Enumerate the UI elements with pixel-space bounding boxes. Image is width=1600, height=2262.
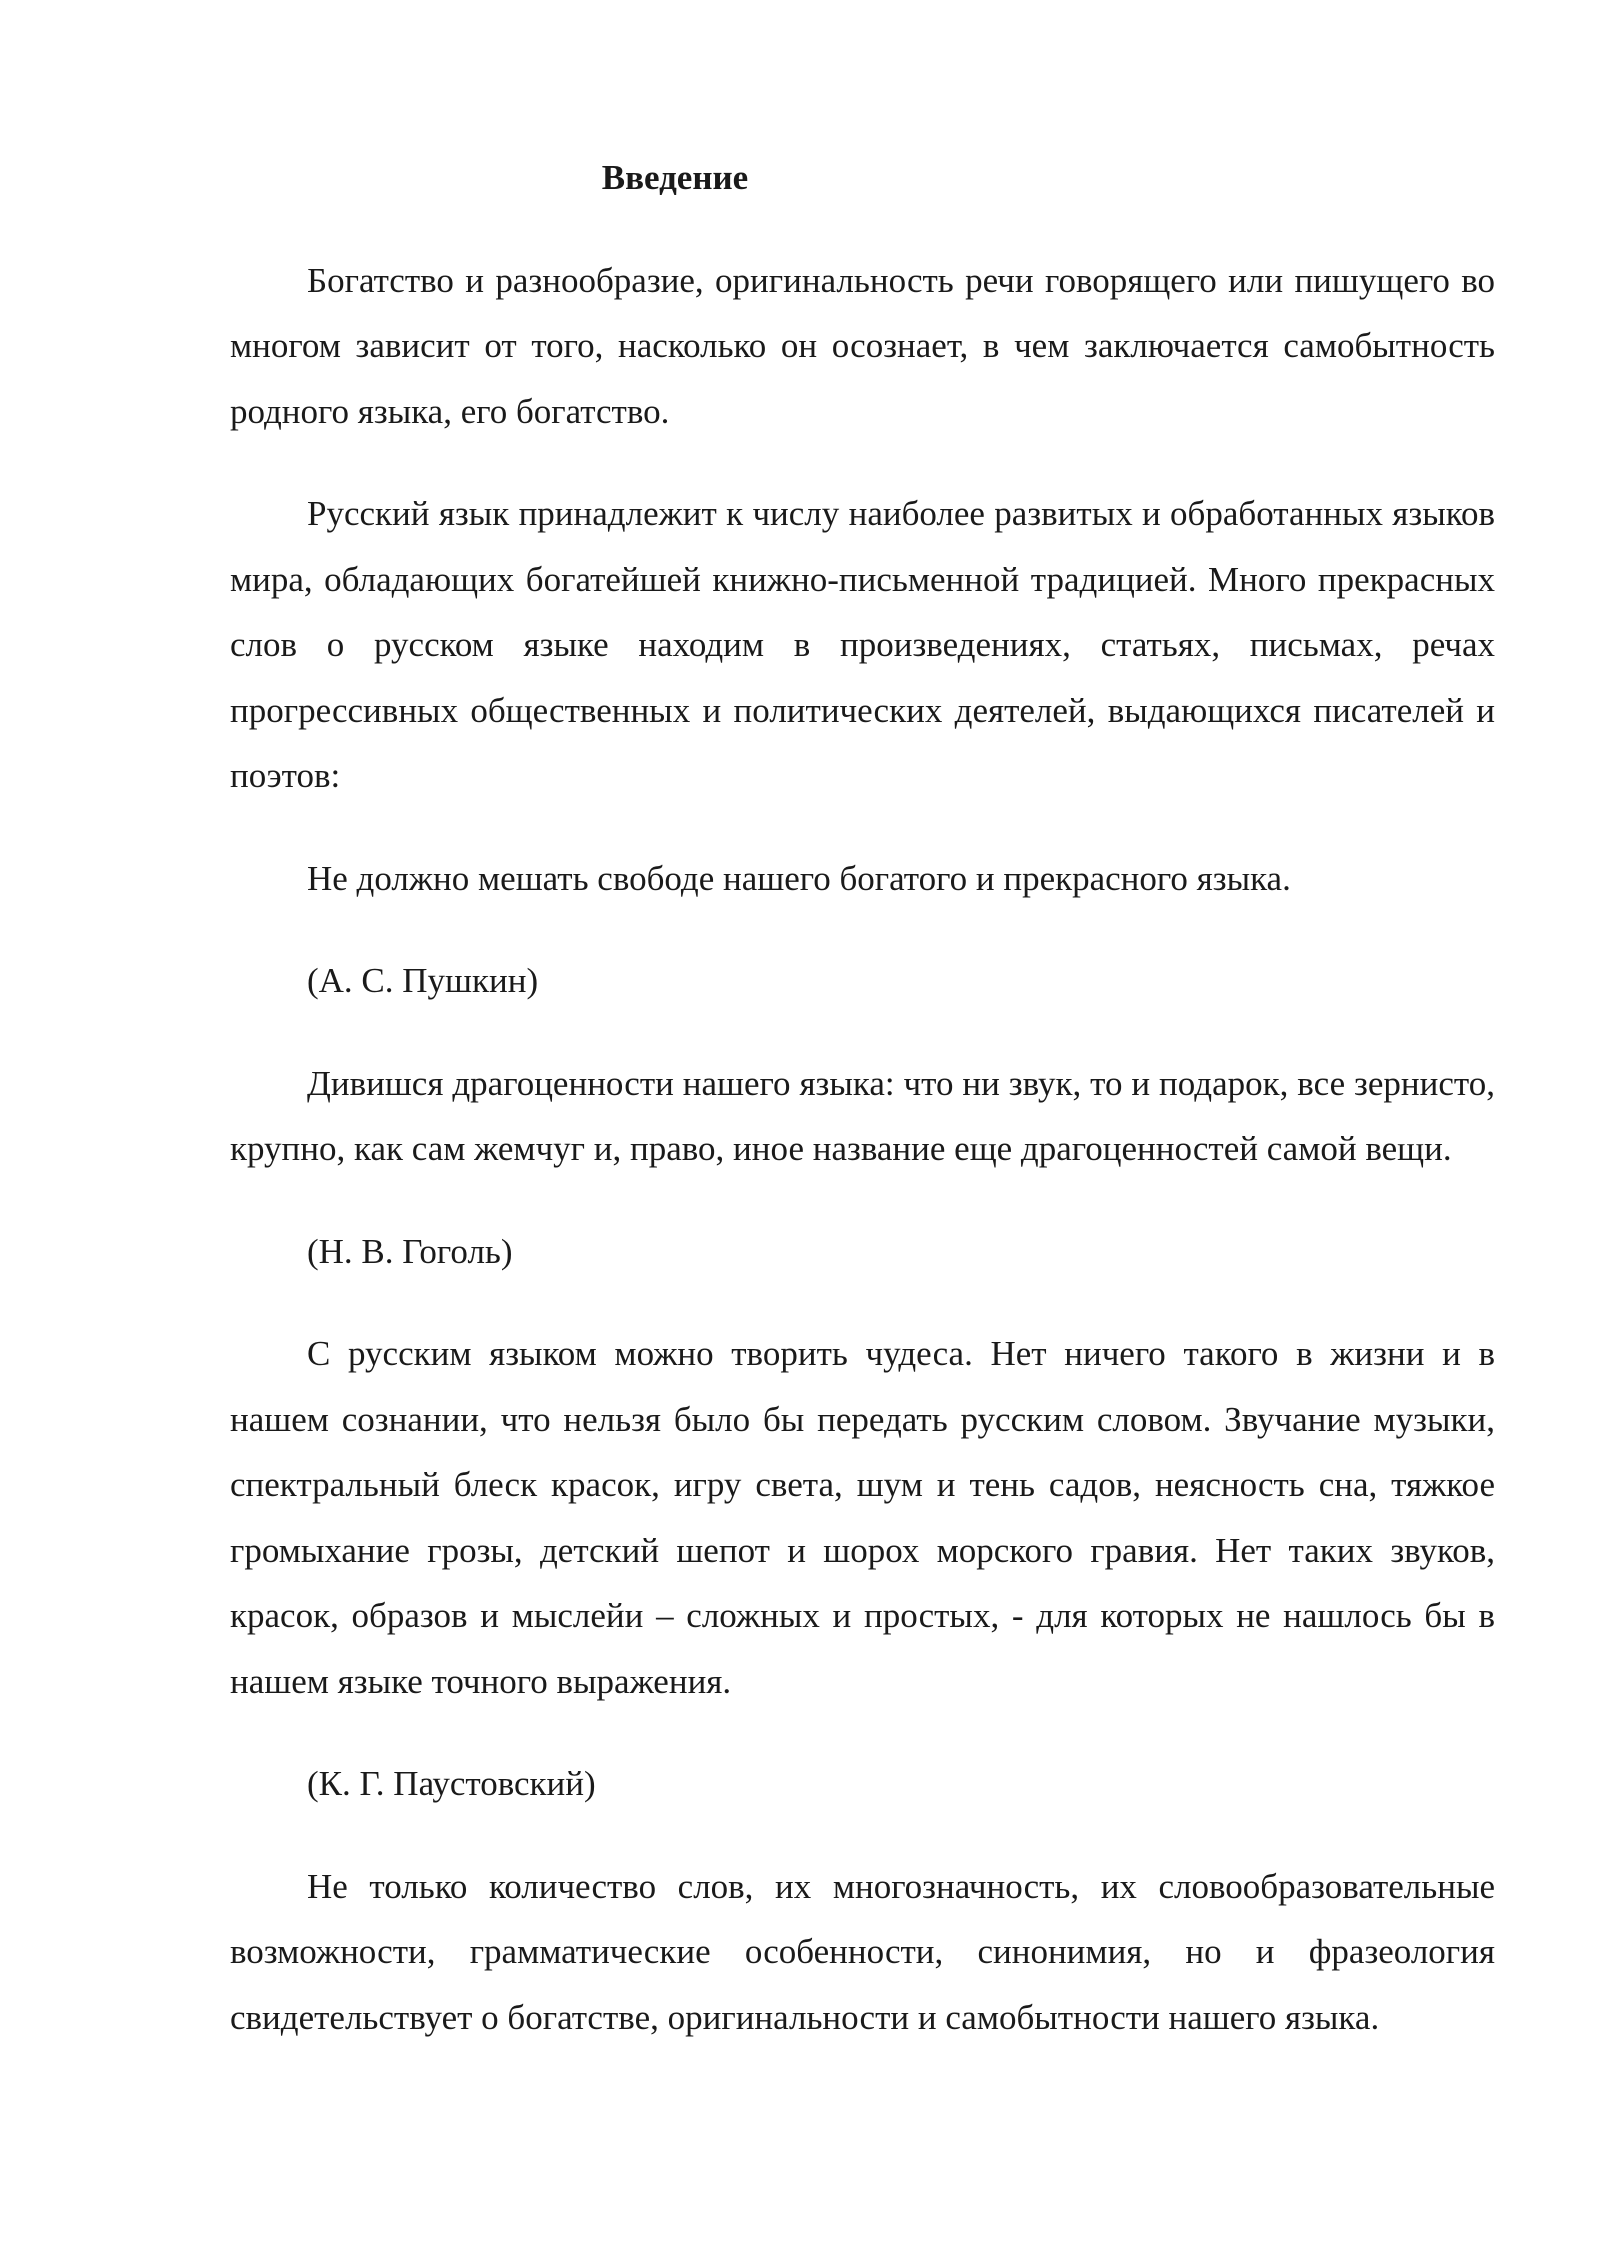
- paragraph-intro: Богатство и разнообразие, оригинальность речи говорящего или пишущего во многом зависит от того, насколько он осознает, в чем заключается самобытность родного языка, его богатство.: [230, 260, 1495, 431]
- paragraph-russian-language: Русский язык принадлежит к числу наиболее развитых и обработанных языков мира, обладающих богатейшей книжно-письменной традицией. Много прекрасных слов о русском языке находим в произведениях, статьях, письмах, речах прогрессивных общественных и политических деятелей, выдающихся писателей и поэтов:: [230, 494, 1495, 795]
- quote-pushkin: Не должно мешать свободе нашего богатого и прекрасного языка.: [307, 858, 1291, 898]
- paragraph-conclusion: Не только количество слов, их многозначность, их словообразовательные возможности, грамматические особенности, синонимия, но и фразеология свидетельствует о богатстве, оригинальности и самобытности нашего языка.: [230, 1866, 1495, 2037]
- quote-author-pushkin: (А. С. Пушкин): [307, 961, 539, 1000]
- document-title: Введение: [601, 158, 749, 197]
- quote-paustovsky: С русским языком можно творить чудеса. Нет ничего такого в жизни и в нашем сознании, что нельзя было бы передать русским словом. Звучание музыки, спектральный блеск красок, игру света, шум и тень садов, неясность сна, тяжкое громыхание грозы, детский шепот и шорох морского гравия. Нет таких звуков, красок, образов и мыслейи – сложных и простых, - для которых не нашлось бы в нашем языке точного выражения.: [230, 1334, 1495, 1701]
- document-page: [230, 145, 1495, 2087]
- quote-author-gogol: (Н. В. Гоголь): [307, 1231, 513, 1271]
- quote-author-paustovsky: (К. Г. Паустовский): [307, 1764, 596, 1803]
- quote-gogol: Дивишся драгоценности нашего языка: что ни звук, то и подарок, все зернисто, крупно, как сам жемчуг и, право, иное название еще драгоценностей самой вещи.: [230, 1063, 1495, 1168]
